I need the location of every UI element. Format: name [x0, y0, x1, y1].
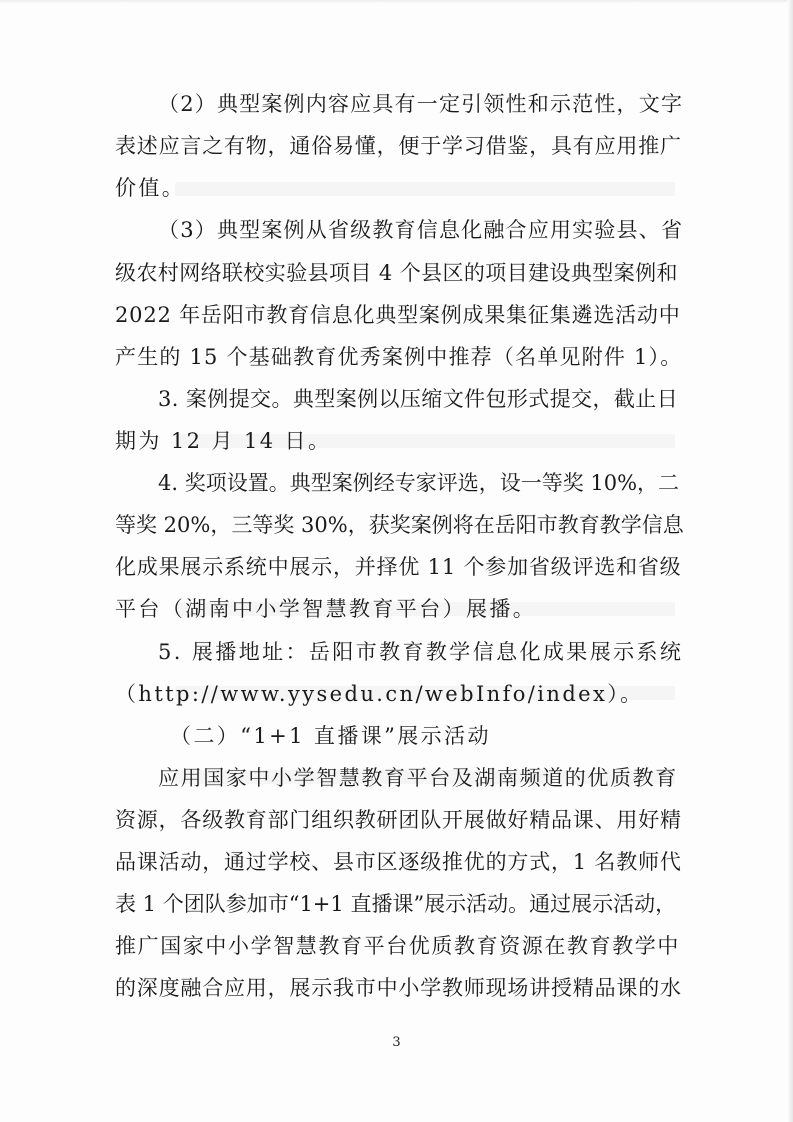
- paragraph-line: （3）典型案例从省级教育信息化融合应用实验县、省: [158, 218, 684, 242]
- paragraph-line: 平台（湖南中小学智慧教育平台）展播。: [115, 597, 537, 621]
- scan-edge-right: [787, 0, 793, 1122]
- paragraph-line: 推广国家中小学智慧教育平台优质教育资源在教育教学中: [115, 934, 680, 958]
- paragraph-line: 表述应言之有物，通俗易懂，便于学习借鉴，具有应用推广: [115, 134, 682, 158]
- paragraph-line: 的深度融合应用，展示我市中小学教师现场讲授精品课的水: [115, 976, 682, 1000]
- paragraph-line: （2）典型案例内容应具有一定引领性和示范性，文字: [158, 92, 684, 116]
- page-number: 3: [392, 1035, 401, 1050]
- paragraph-line: 4. 奖项设置。典型案例经专家评选，设一等奖 10%，二: [158, 471, 680, 495]
- paragraph-line: 应用国家中小学智慧教育平台及湖南频道的优质教育: [158, 766, 678, 790]
- paragraph-line: 2022 年岳阳市教育信息化典型案例成果集征集遴选活动中: [115, 303, 681, 327]
- paragraph-line: 产生的 15 个基础教育优秀案例中推荐（名单见附件 1）。: [115, 345, 683, 369]
- section-heading: （二）“1+1 直播课”展示活动: [170, 724, 491, 748]
- paragraph-line: 表 1 个团队参加市“1+1 直播课”展示活动。通过展示活动，: [115, 892, 677, 916]
- paragraph-line: 品课活动，通过学校、县市区逐级推优的方式，1 名教师代: [115, 850, 682, 874]
- paragraph-line: 价值。: [115, 176, 186, 200]
- paragraph-line: 等奖 20%，三等奖 30%，获奖案例将在岳阳市教育教学信息: [115, 513, 684, 537]
- paragraph-line: 5. 展播地址：岳阳市教育教学信息化成果展示系统: [158, 640, 684, 664]
- paragraph-line: 3. 案例提交。典型案例以压缩文件包形式提交，截止日: [158, 387, 679, 411]
- paragraph-line: 资源，各级教育部门组织教研团队开展做好精品课、用好精: [115, 808, 682, 832]
- scan-edge-top: [0, 0, 793, 4]
- paragraph-line: 期为 12 月 14 日。: [115, 429, 332, 453]
- paragraph-line: 级农村网络联校实验县项目 4 个县区的项目建设典型案例和: [115, 261, 678, 285]
- paragraph-line: 化成果展示系统中展示，并择优 11 个参加省级评选和省级: [115, 555, 682, 579]
- paragraph-line: （http://www.yysedu.cn/webInfo/index）。: [115, 682, 644, 706]
